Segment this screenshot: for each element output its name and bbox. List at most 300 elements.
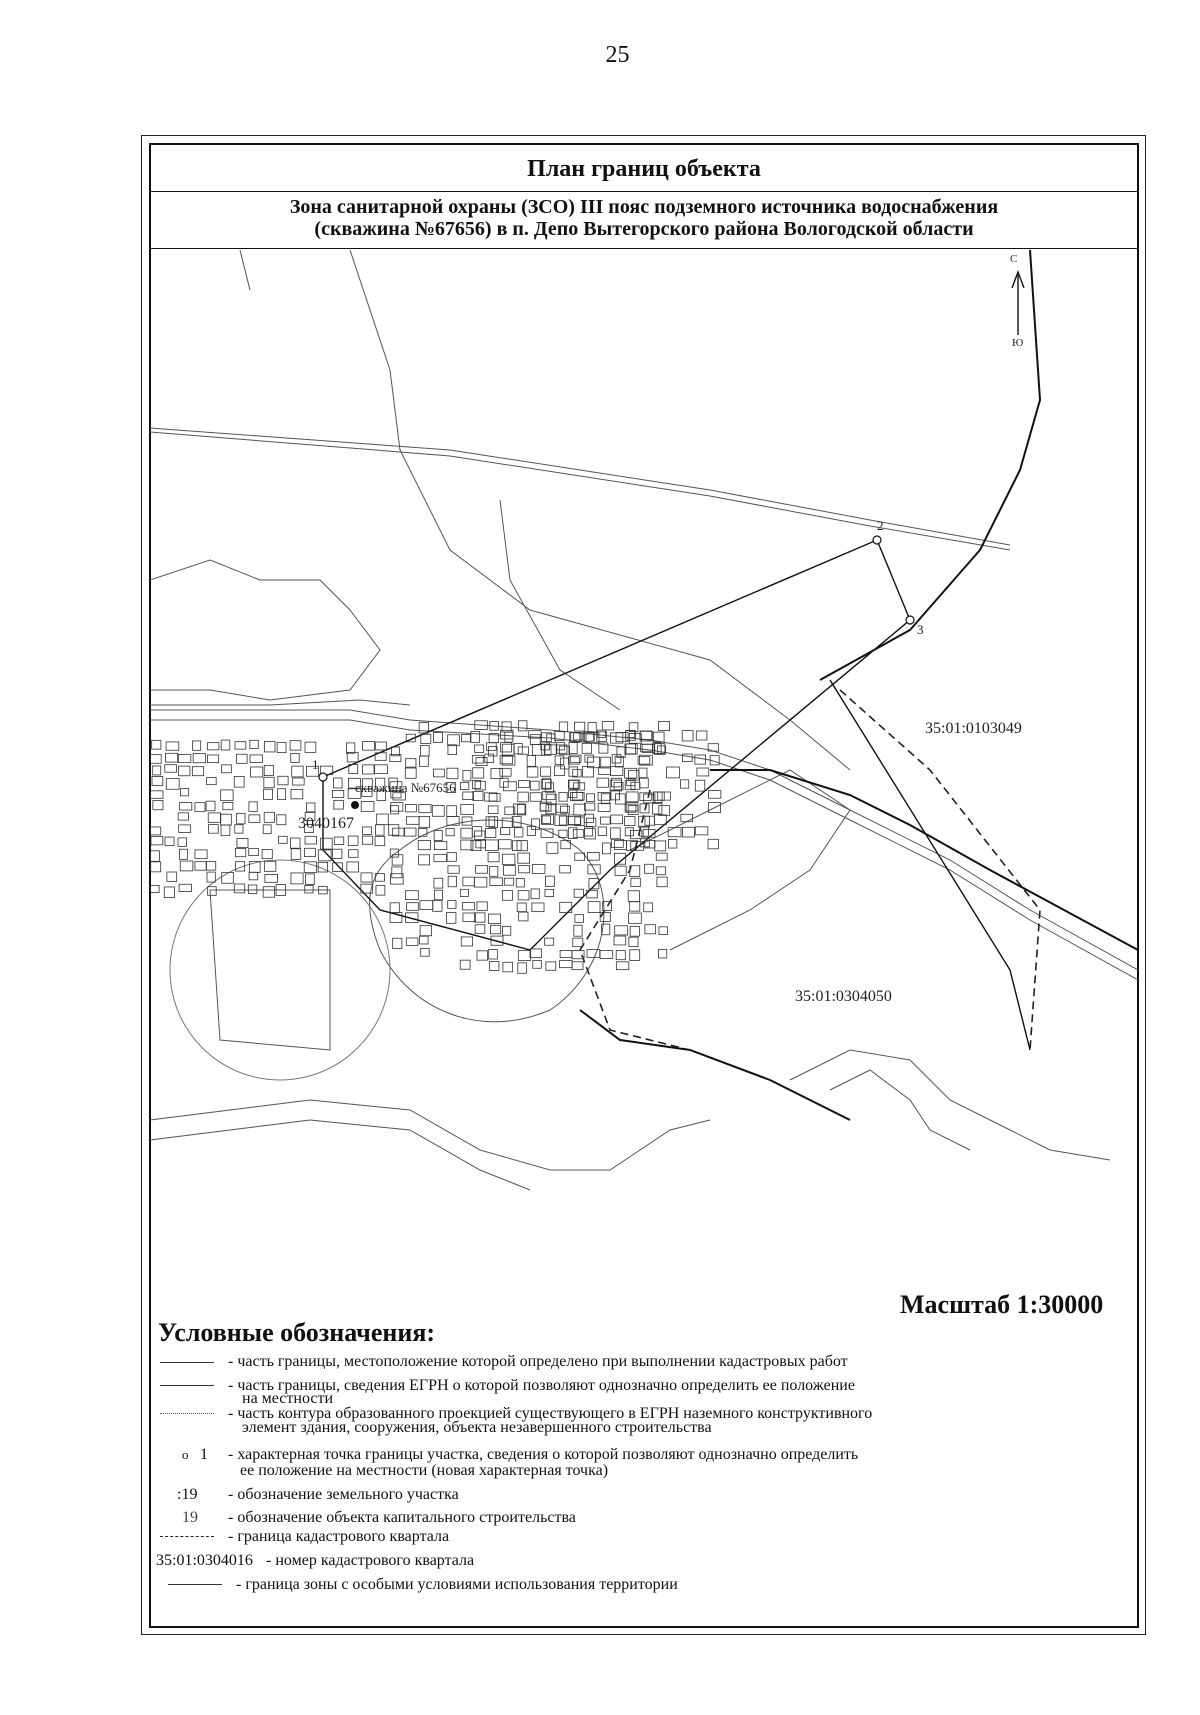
building-block (517, 903, 526, 912)
building-block (518, 853, 530, 863)
well-marker (351, 801, 359, 809)
building-block (420, 746, 429, 757)
building-block (575, 853, 585, 860)
legend-line-egrn (160, 1385, 214, 1386)
building-block (640, 778, 649, 788)
building-block (611, 815, 623, 824)
building-block (165, 837, 174, 846)
building-block (585, 826, 593, 836)
building-block (375, 765, 388, 774)
building-block (485, 840, 498, 851)
building-block (419, 756, 428, 766)
building-block (304, 848, 315, 856)
north-arrow (1012, 272, 1024, 335)
building-block (639, 768, 647, 778)
building-block (600, 817, 610, 824)
building-block (518, 721, 527, 731)
building-block (463, 877, 474, 886)
building-block (195, 803, 205, 812)
building-block (207, 778, 217, 785)
building-block (306, 803, 315, 812)
building-block (363, 742, 375, 751)
building-block (420, 901, 433, 910)
boundary-point-label: 3 (917, 622, 924, 637)
building-block (473, 792, 483, 801)
building-block (658, 949, 666, 958)
building-block (292, 766, 303, 777)
building-block (249, 848, 259, 855)
building-block (251, 767, 263, 777)
building-block (421, 734, 431, 743)
building-block (421, 948, 430, 956)
building-block (221, 790, 233, 801)
building-block (390, 874, 403, 884)
building-block (333, 863, 343, 872)
building-block (500, 778, 508, 787)
building-block (477, 951, 488, 960)
building-block (585, 755, 594, 762)
building-block (559, 792, 567, 801)
building-block (406, 817, 419, 825)
building-block (221, 740, 230, 750)
building-block (616, 951, 625, 960)
building-block (362, 836, 372, 844)
zone-boundary (323, 540, 910, 950)
building-block (598, 827, 606, 836)
building-block (222, 872, 234, 883)
building-block (682, 731, 693, 741)
building-block (448, 866, 459, 873)
building-block (166, 742, 179, 750)
building-block (545, 876, 554, 886)
building-block (631, 878, 640, 886)
river-contour (830, 1070, 970, 1150)
building-block (235, 848, 245, 856)
building-block (601, 794, 609, 804)
building-block (264, 777, 274, 787)
building-block (152, 766, 160, 775)
building-block (264, 765, 273, 775)
building-block (263, 887, 274, 897)
building-block (503, 926, 511, 935)
building-block (600, 912, 610, 921)
building-block (587, 794, 595, 802)
building-block (489, 949, 498, 959)
page-number: 25 (605, 42, 630, 68)
building-block (235, 825, 243, 833)
building-block (476, 866, 488, 874)
building-block (545, 938, 554, 945)
lake-contour (150, 560, 380, 700)
building-block (584, 803, 594, 810)
building-block (682, 827, 694, 837)
building-block (420, 936, 429, 944)
building-block (574, 925, 582, 936)
building-block (248, 885, 257, 894)
building-block (518, 792, 528, 802)
legend-line-quarter-boundary (160, 1536, 214, 1537)
building-block (208, 887, 217, 896)
well-label: скважина №67656 (355, 780, 456, 795)
building-block (418, 841, 430, 850)
building-block (602, 721, 613, 729)
building-block (419, 855, 430, 865)
building-block (419, 805, 431, 813)
building-block (559, 816, 568, 825)
building-block (574, 889, 583, 897)
building-block (206, 801, 215, 811)
building-block (334, 778, 342, 788)
building-block (347, 752, 358, 762)
building-block (597, 778, 608, 787)
building-block (463, 913, 476, 922)
building-block (208, 813, 221, 822)
boundary-point-label: 2 (877, 518, 884, 533)
building-block (472, 827, 481, 837)
building-block (587, 950, 600, 958)
building-block (349, 850, 358, 858)
building-block (514, 828, 522, 837)
building-block (433, 900, 442, 911)
building-block (277, 742, 286, 752)
building-block (560, 902, 572, 912)
building-block (420, 926, 431, 936)
track-line (350, 250, 850, 770)
track-line (500, 500, 620, 710)
building-block (546, 962, 556, 970)
building-block (447, 768, 458, 778)
building-block (530, 781, 539, 790)
building-block (462, 903, 474, 910)
building-block (277, 815, 286, 825)
track-line (240, 250, 250, 290)
building-block (290, 741, 301, 750)
building-block (180, 861, 193, 871)
building-block (530, 793, 541, 802)
building-block (406, 759, 416, 767)
building-block (489, 962, 499, 971)
building-block (447, 806, 457, 817)
building-block (628, 891, 639, 902)
legend-line-contour (160, 1413, 214, 1414)
building-block (554, 766, 564, 776)
building-block (516, 879, 524, 887)
building-block (503, 962, 513, 972)
building-block (569, 767, 578, 776)
building-block (659, 927, 668, 935)
building-block (489, 817, 498, 828)
building-block (278, 776, 288, 785)
building-block (600, 950, 613, 958)
building-block (488, 852, 499, 861)
building-block (555, 815, 566, 826)
building-block (491, 768, 502, 778)
building-block (602, 843, 610, 854)
building-block (645, 925, 656, 934)
building-block (696, 731, 707, 740)
building-block (473, 768, 484, 778)
map-area[interactable] (150, 250, 1138, 1300)
railway-line (580, 1010, 850, 1120)
building-block (556, 804, 568, 812)
building-block (585, 829, 596, 839)
building-block (221, 825, 230, 836)
building-block (573, 830, 583, 838)
building-block (666, 767, 679, 778)
building-block (152, 776, 163, 785)
building-block (542, 816, 550, 824)
building-block (237, 813, 245, 824)
building-block (389, 825, 399, 836)
building-block (334, 800, 344, 809)
building-block (518, 951, 530, 961)
map-scale: Масштаб 1:30000 (900, 1290, 1104, 1319)
building-block (668, 839, 676, 848)
field-contour (210, 890, 330, 1050)
building-block (545, 783, 553, 792)
building-block (405, 768, 416, 778)
building-block (518, 963, 527, 973)
building-block (448, 735, 460, 746)
building-block (434, 878, 443, 888)
building-block (220, 814, 231, 825)
building-block (376, 825, 385, 835)
building-block (519, 912, 528, 921)
building-block (178, 766, 189, 776)
building-block (434, 842, 446, 850)
building-block (485, 754, 494, 763)
building-block (165, 765, 177, 773)
building-block (695, 755, 706, 764)
building-block (249, 815, 260, 823)
building-block (376, 742, 387, 750)
building-block (208, 825, 218, 834)
building-block (193, 741, 201, 750)
building-block (517, 841, 527, 851)
building-block (291, 873, 303, 884)
building-block (193, 754, 206, 763)
building-block (695, 827, 708, 835)
building-block (234, 884, 244, 893)
building-block (640, 804, 649, 813)
building-block (291, 838, 300, 848)
building-block (361, 801, 374, 811)
building-block (407, 903, 419, 911)
subtitle-line-1: Зона санитарной охраны (ЗСО) III пояс подземного источника водоснабжения (289, 196, 999, 218)
building-block (545, 889, 554, 896)
building-block (178, 813, 188, 820)
building-block (432, 805, 444, 816)
building-block (477, 902, 487, 910)
building-block (461, 782, 469, 789)
building-block (405, 891, 418, 900)
building-block (488, 747, 497, 756)
building-block (448, 745, 457, 755)
building-block (448, 901, 456, 909)
building-block (488, 914, 500, 923)
river-contour (150, 1120, 530, 1190)
building-block (348, 836, 358, 845)
building-block (249, 872, 258, 880)
building-block (697, 768, 709, 776)
zone-circle (170, 860, 390, 1080)
building-block (625, 828, 633, 836)
building-block (474, 877, 487, 887)
building-block (377, 814, 389, 825)
building-block (560, 960, 573, 967)
building-block (263, 789, 272, 799)
building-block (393, 938, 402, 948)
cadastral-quarter-label: 35:01:0103049 (925, 720, 1022, 737)
building-block (207, 755, 218, 763)
building-block (572, 962, 583, 970)
building-block (363, 765, 375, 774)
building-block (361, 873, 372, 882)
cadastral-quarter-label: 35:01:0304050 (795, 988, 892, 1005)
building-block (502, 818, 513, 827)
building-block (291, 753, 299, 762)
building-block (405, 804, 416, 811)
building-block (559, 722, 567, 732)
building-block (615, 794, 625, 804)
building-block (250, 740, 258, 748)
river-contour (790, 1050, 1110, 1160)
building-block (645, 864, 654, 873)
building-block (640, 731, 652, 740)
building-block (151, 885, 159, 892)
building-block (614, 841, 626, 850)
building-block (644, 903, 653, 912)
building-block (654, 815, 666, 825)
building-block (615, 926, 628, 935)
building-block (527, 756, 535, 767)
building-block (305, 742, 316, 752)
building-block (616, 962, 628, 970)
building-block (626, 792, 638, 802)
building-block (630, 902, 640, 912)
building-block (460, 889, 468, 896)
building-block (234, 776, 244, 787)
building-block (291, 849, 301, 860)
building-block (223, 802, 233, 809)
building-block (393, 828, 404, 836)
building-block (390, 806, 398, 814)
building-block (575, 915, 584, 923)
legend-line-cadastral-works (160, 1362, 214, 1363)
building-block (708, 839, 718, 849)
building-block (460, 960, 470, 969)
building-block (346, 743, 354, 753)
building-block (392, 867, 402, 878)
building-block (517, 805, 525, 815)
building-block (519, 865, 530, 872)
building-block (611, 828, 621, 839)
building-block (629, 913, 642, 923)
building-block (419, 816, 430, 827)
building-block (180, 789, 188, 796)
building-block (264, 812, 274, 822)
building-block (629, 937, 638, 946)
building-block (504, 878, 513, 885)
building-block (195, 862, 206, 871)
building-block (501, 827, 510, 834)
building-block (656, 867, 665, 875)
building-block (332, 790, 343, 797)
building-block (588, 852, 600, 860)
point-marker-icon: o (182, 1447, 189, 1462)
building-block (293, 778, 305, 785)
building-block (334, 837, 343, 844)
building-block (555, 756, 564, 765)
building-block (433, 769, 444, 777)
building-block (347, 862, 359, 872)
building-block (237, 838, 248, 847)
building-block (179, 825, 191, 833)
building-block (164, 887, 174, 897)
building-block (626, 744, 636, 754)
building-block (656, 853, 667, 860)
building-block (392, 855, 403, 865)
boundary-point-3 (906, 616, 914, 624)
building-block (362, 827, 371, 834)
building-block (405, 828, 416, 836)
building-block (560, 865, 571, 872)
building-block (530, 735, 540, 745)
building-block (614, 936, 626, 945)
building-block (653, 804, 662, 814)
building-block (640, 826, 649, 836)
building-block (278, 789, 286, 800)
building-block (615, 866, 626, 875)
building-block (150, 755, 161, 764)
building-block (263, 825, 271, 834)
building-block (375, 837, 385, 846)
building-block (574, 722, 584, 731)
building-block (589, 879, 599, 889)
railway-line (710, 770, 1138, 950)
building-block (681, 814, 693, 821)
building-block (628, 805, 638, 814)
building-block (574, 804, 585, 815)
building-block (463, 771, 471, 781)
building-block (502, 744, 514, 755)
plan-subtitle (149, 192, 1139, 249)
building-block (654, 744, 665, 755)
building-block (485, 793, 497, 801)
building-block (657, 877, 667, 887)
building-block (434, 854, 447, 861)
compass-north-label: С (1010, 253, 1018, 265)
building-block (505, 732, 513, 742)
building-block (151, 836, 163, 844)
building-block (625, 817, 635, 826)
building-block (485, 828, 495, 837)
building-block (461, 937, 472, 946)
building-block (503, 891, 513, 901)
building-block (472, 755, 483, 763)
building-block (610, 766, 622, 775)
building-block (150, 851, 159, 862)
building-block (448, 876, 456, 887)
building-block (488, 806, 498, 814)
building-block (249, 802, 257, 812)
building-block (503, 782, 516, 791)
building-block (153, 801, 163, 810)
building-block (165, 753, 177, 762)
building-block (573, 938, 583, 947)
building-block (207, 743, 219, 750)
building-block (178, 754, 190, 762)
